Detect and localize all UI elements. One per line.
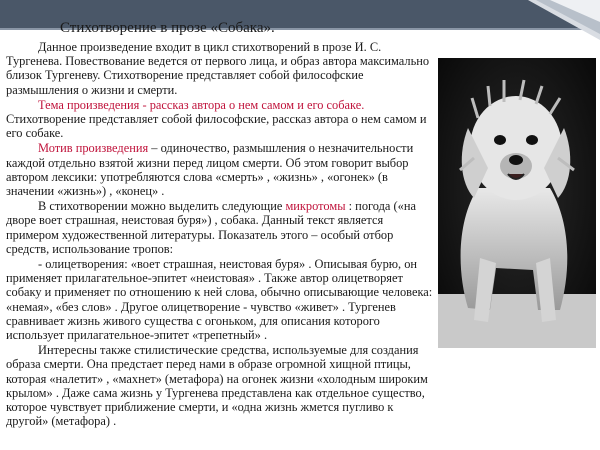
- slide-body: [6, 40, 434, 429]
- theme-text: Стихотворение представляет собой философские, рассказ автора о нем самом и его собаке.: [6, 112, 427, 141]
- microthemes-lead: В стихотворении можно выделить следующие: [38, 199, 286, 214]
- paragraph-death-image: Интересны также стилистические средства, используемые для создания образа смерти. Она предстает перед нами в образе огромной хищной птицы, которая «налетит» , «махнет» (метафора) на огонек жизни «холодным широким крылом» . Даже сама жизнь у Тургенева представлена как отдельное существо, которое чувствует приближение смерти, и «одна жизнь жмется пугливо к другой» (метафора) .: [6, 343, 428, 429]
- paragraph-intro: Данное произведение входит в цикл стихотворений в прозе И. С. Тургенева. Повествование ведется от первого лица, и образ автора максимально близок Тургеневу. Стихотворение представляет собой философские размышления о жизни и смерти.: [6, 40, 430, 97]
- theme-label: Тема произведения - рассказ автора о нем самом и его собаке.: [38, 97, 365, 112]
- paragraph-personification: - олицетворения: «воет страшная, неистовая буря» . Описывая бурю, он применяет прилагательное-эпитет «неистовая» . Также автор олицетворяет собаку и применяет по отношению к ней слова, обычно описывающие человека: «немая», «без слов» . Другое олицетворение - чувство «живет» . Тургенев сравнивает жизнь живого существа с огоньком, для описания которого использует прилагательное-эпитет «трепетный» .: [6, 257, 433, 343]
- slide-title: Стихотворение в прозе «Собака».: [60, 20, 275, 36]
- microthemes-label: микротомы: [285, 199, 346, 214]
- motif-text: – одиночество, размышления о незначительности каждой отдельно взятой жизни перед лицом смерти. Об этом говорит выбор автором лексики: употребляются слова «смерть» , «жизнь» , «огонек» (в значении «жизнь») , «конец» .: [6, 141, 414, 199]
- dog-photo: [438, 58, 596, 348]
- paragraph-theme: [6, 98, 434, 141]
- microthemes-text: : погода («на дворе воет страшная, неистовая буря») , собака. Данный текст является примером художественной литературы. Показатель этого – особый отбор средств, использование тропов:: [6, 199, 416, 256]
- paragraph-motif: [6, 141, 434, 198]
- paragraph-microthemes: [6, 199, 434, 256]
- corner-decoration: [528, 0, 600, 40]
- motif-label: Мотив произведения: [38, 141, 149, 156]
